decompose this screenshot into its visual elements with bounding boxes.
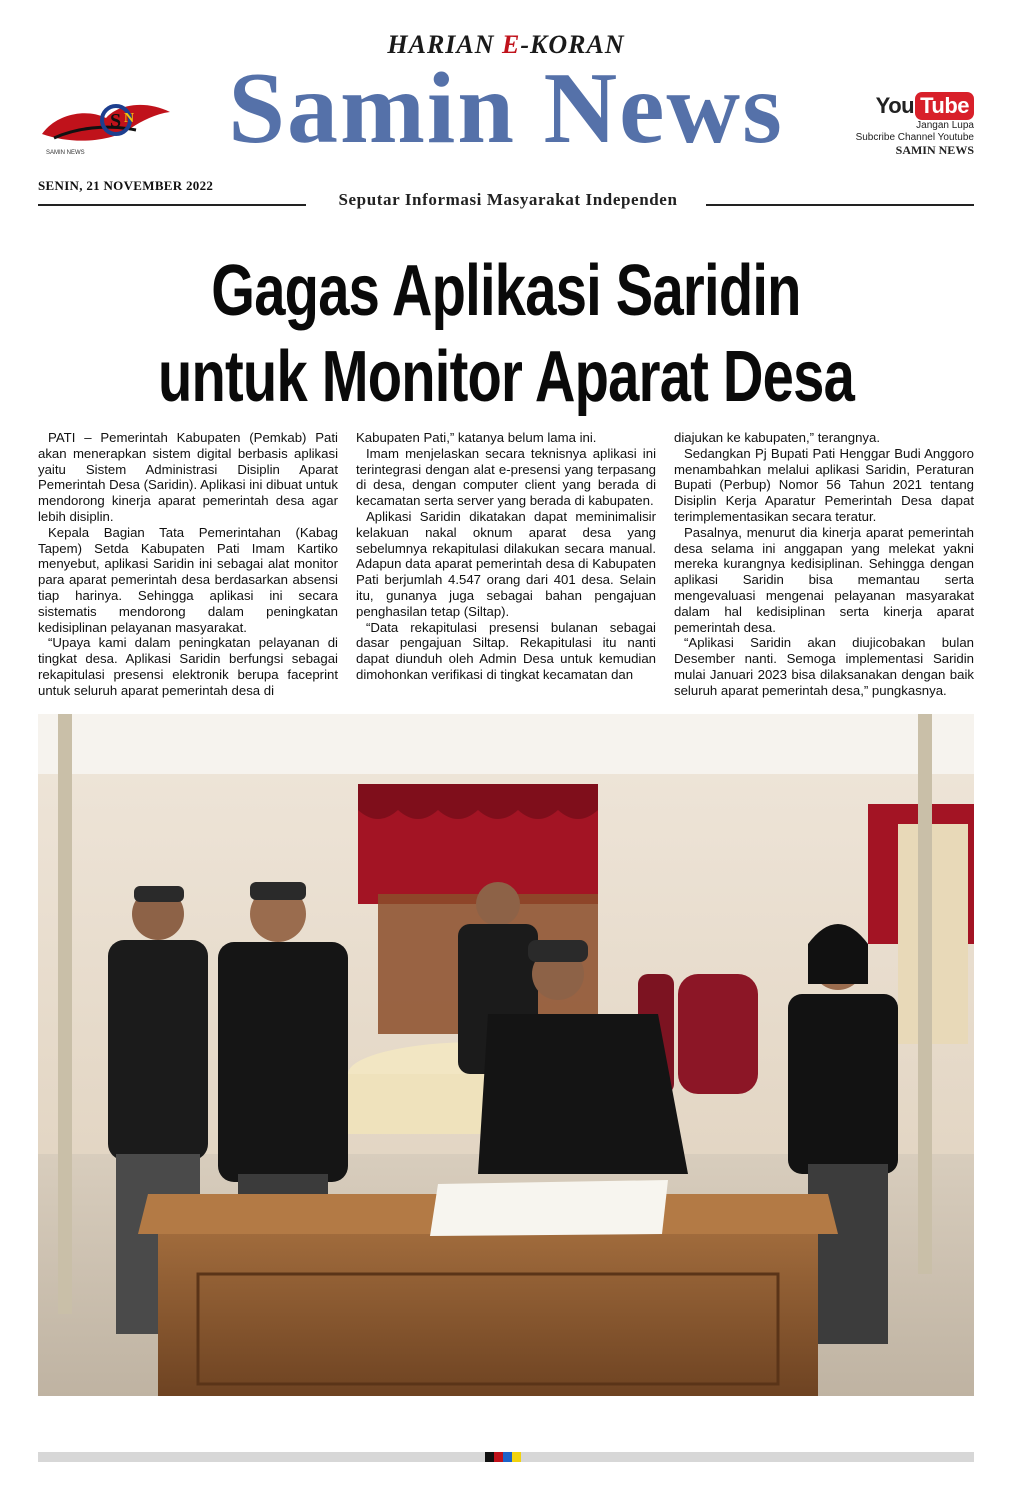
headline-line-1: Gagas Aplikasi Saridin — [211, 251, 801, 331]
paragraph: PATI – Pemerintah Kabupaten (Pemkab) Pati akan menerapkan sistem digital berbasis aplikasi yaitu Sistem Administrasi Disiplin Aparat Pemerintah Desa (Saridin). Aplikasi ini dibuat untuk mendorong kinerja aparat pemerintah desa agar lebih disiplin. — [38, 430, 338, 524]
issue-date: SENIN, 21 NOVEMBER 2022 — [38, 178, 214, 193]
paragraph: “Upaya kami dalam peningkatan pelayanan di tingkat desa. Aplikasi Saridin berfungsi sebagai rekapitulasi presensi elektronik berupa faceprint untuk seluruh aparat pemerintah desa di — [38, 635, 338, 698]
header-rule-left — [38, 204, 306, 206]
article-body — [38, 430, 974, 710]
paragraph: Pasalnya, menurut dia kinerja aparat pemerintah desa selama ini anggapan yang melekat yakni mereka kurangnya kedisiplinan. Sehingga dengan aplikasi Saridin bisa memantau serta mengevaluasi mengenai pelayanan masyarakat dalam hal kedisiplinan serta kinerja aparat pemerintah desa. — [674, 524, 974, 635]
curtain-center — [358, 784, 598, 904]
svg-text:N: N — [124, 111, 135, 126]
youtube-line-3: SAMIN NEWS — [895, 143, 974, 157]
article-column-2 — [356, 430, 656, 710]
paragraph: Imam menjelaskan secara teknisnya aplikasi ini terintegrasi dengan alat e-presensi yang terpasang di desa, dengan computer client yang berada di kecamatan serta server yang berada di kabupaten. — [356, 445, 656, 509]
paragraph: Sedangkan Pj Bupati Pati Henggar Budi Anggoro menambahkan melalui aplikasi Saridin, Peraturan Bupati (Perbup) Nomor 56 Tahun 2021 tentang Disiplin Kerja Aparatur Pemerintah Desa dapat terimplementasikan secara teratur. — [674, 445, 974, 524]
paragraph: “Data rekapitulasi presensi bulanan sebagai dasar pengajuan Siltap. Rekapitulasi itu nanti dapat diunduh oleh Admin Desa untuk kemudian dimohonkan verifikasi di tingkat kecamatan dan — [356, 619, 656, 682]
paragraph: diajukan ke kabupaten,” terangnya. — [674, 430, 881, 445]
header-rule-right — [706, 204, 974, 206]
paragraph: Kepala Bagian Tata Pemerintahan (Kabag Tapem) Setda Kabupaten Pati Imam Kartiko menyebut, aplikasi Saridin ini sebagai alat monitor para aparat pemerintah desa berdasarkan absensi tiap harinya. Sehingga aplikasi ini secara sistematis mendorong dalam peningkatan kedisiplinan pelayanan masyarakat. — [38, 524, 338, 635]
article-photo — [38, 714, 974, 1396]
document-paper — [430, 1180, 668, 1236]
youtube-promo — [824, 92, 974, 156]
chair-right — [678, 974, 758, 1094]
paragraph: Aplikasi Saridin dikatakan dapat meminimalisir kelakuan nakal oknum aparat desa yang sebelumnya rekapitulasi dilakukan secara manual. Adapun data aparat pemerintah desa di Kabupaten Pati berjumlah 4.547 orang dari 401 desa. Selain itu, gunanya juga sebagai bahan pengajuan penghasilan tetap (Siltap). — [356, 508, 656, 619]
headline-line-2: untuk Monitor Aparat Desa — [157, 337, 855, 417]
tagline: Seputar Informasi Masyarakat Independen — [338, 190, 678, 209]
edition-kicker: HARIAN E-KORAN — [387, 30, 625, 59]
paragraph: Kabupaten Pati,” katanya belum lama ini. — [356, 430, 597, 445]
logo-caption: SAMIN NEWS — [46, 150, 85, 156]
signing-desk — [138, 1180, 838, 1396]
pillar-left — [58, 714, 72, 1314]
paragraph: “Aplikasi Saridin akan diujicobakan bulan Desember nanti. Semoga implementasi Saridin mulai Januari 2023 bisa dilaksanakan dengan baik seluruh aparat pemerintah desa,” pungkasnya. — [674, 635, 974, 698]
youtube-line-1: Jangan Lupa — [916, 120, 974, 131]
masthead-title: Samin News — [228, 52, 784, 165]
article-column-3 — [674, 430, 974, 710]
svg-text:S: S — [110, 110, 122, 132]
youtube-icon: You Tube — [876, 92, 974, 120]
article-column-1 — [38, 430, 338, 710]
article-headline — [111, 248, 900, 420]
youtube-line-2: Subcribe Channel Youtube — [855, 132, 974, 143]
pillar-right — [918, 714, 932, 1274]
color-registration-marks — [485, 1452, 521, 1462]
